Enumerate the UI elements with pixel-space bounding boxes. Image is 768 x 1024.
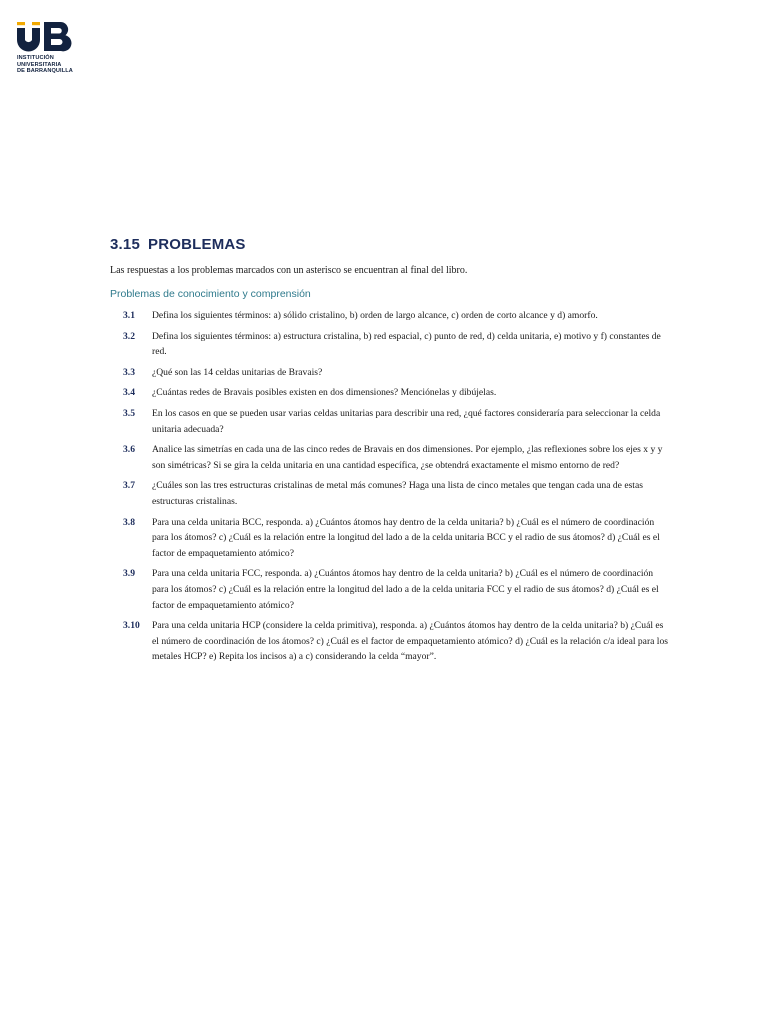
problem-text: ¿Qué son las 14 celdas unitarias de Bravais? bbox=[152, 366, 323, 378]
problem-number: 3.3 bbox=[123, 366, 135, 378]
problem-number: 3.2 bbox=[123, 330, 135, 342]
subsection-title: Problemas de conocimiento y comprensión bbox=[110, 288, 311, 300]
problem-number: 3.4 bbox=[123, 387, 135, 399]
problem-item bbox=[110, 442, 670, 473]
problem-text: Para una celda unitaria FCC, responda. a) ¿Cuántos átomos hay dentro de la celda unitaria? b) ¿Cuál es el número de coordinación para los átomos? c) ¿Cuál es la relación entre la longitud del lado a de la celda unitaria FCC y el radio de sus átomos? d) ¿Cuál es el factor de empaquetamiento atómico? bbox=[152, 568, 659, 611]
problem-list bbox=[110, 308, 670, 670]
problem-text: Para una celda unitaria HCP (considere la celda primitiva), responda. a) ¿Cuántos átomos hay dentro de la celda unitaria? b) ¿Cuál es el número de coordinación de los átomos? c) ¿Cuál es el factor de empaquetamiento atómico? d) ¿Cuál es la relación c/a ideal para los metales HCP? e) Repita los incisos a) a c) considerando la celda “mayor”. bbox=[152, 620, 668, 663]
problem-item bbox=[110, 385, 670, 401]
problem-item bbox=[110, 566, 670, 613]
problem-number: 3.7 bbox=[123, 480, 135, 492]
problem-number: 3.9 bbox=[123, 568, 135, 580]
problem-text: En los casos en que se pueden usar varias celdas unitarias para describir una red, ¿qué factores consideraría para seleccionar la celda unitaria adecuada? bbox=[152, 407, 661, 435]
problem-number: 3.5 bbox=[123, 407, 135, 419]
section-title bbox=[110, 236, 246, 253]
problem-number: 3.10 bbox=[123, 620, 140, 632]
logo-line: UNIVERSITARIA bbox=[17, 61, 62, 68]
logo-line: INSTITUCIÓN bbox=[17, 55, 54, 61]
problem-text: Analice las simetrías en cada una de las cinco redes de Bravais en dos dimensiones. Por ejemplo, ¿las reflexiones sobre los ejes x y y son simétricas? Si se gira la celda unitaria en una cantidad específica, ¿se obtendrá exactamente el mismo entorno de red? bbox=[152, 444, 663, 471]
problem-number: 3.8 bbox=[123, 516, 135, 528]
institution-logo bbox=[17, 22, 97, 75]
problem-text: Defina los siguientes términos: a) estructura cristalina, b) red espacial, c) punto de red, d) celda unitaria, e) motivo y f) constantes de red. bbox=[152, 330, 661, 358]
problem-item bbox=[110, 478, 670, 509]
problem-text: Defina los siguientes términos: a) sólido cristalino, b) orden de largo alcance, c) orden de corto alcance y d) amorfo. bbox=[152, 310, 598, 321]
problem-item bbox=[110, 329, 670, 360]
logo-wordmark bbox=[17, 55, 97, 75]
problem-text: ¿Cuáles son las tres estructuras cristalinas de metal más comunes? Haga una lista de cinco metales que tengan cada una de estas estructuras cristalinas. bbox=[152, 480, 643, 507]
problem-item bbox=[110, 618, 670, 665]
logo-line: DE BARRANQUILLA bbox=[17, 68, 73, 75]
problem-item bbox=[110, 406, 670, 437]
problem-text: ¿Cuántas redes de Bravais posibles existen en dos dimensiones? Menciónelas y dibújelas. bbox=[152, 387, 497, 399]
problem-number: 3.6 bbox=[123, 444, 135, 456]
section-number: 3.15 bbox=[110, 236, 140, 253]
section-intro: Las respuestas a los problemas marcados con un asterisco se encuentran al final del libro. bbox=[110, 265, 468, 276]
problem-number: 3.1 bbox=[123, 310, 135, 321]
problem-item bbox=[110, 365, 670, 381]
ub-logo-mark bbox=[17, 22, 79, 52]
problem-item bbox=[110, 308, 670, 324]
problem-item bbox=[110, 515, 670, 562]
section-heading: PROBLEMAS bbox=[148, 236, 246, 253]
problem-text: Para una celda unitaria BCC, responda. a) ¿Cuántos átomos hay dentro de la celda unitaria? b) ¿Cuál es el número de coordinación para los átomos? c) ¿Cuál es la relación entre la longitud del lado a de la celda unitaria BCC y el radio de sus átomos? d) ¿Cuál es el factor de empaquetamiento atómico? bbox=[152, 516, 660, 559]
